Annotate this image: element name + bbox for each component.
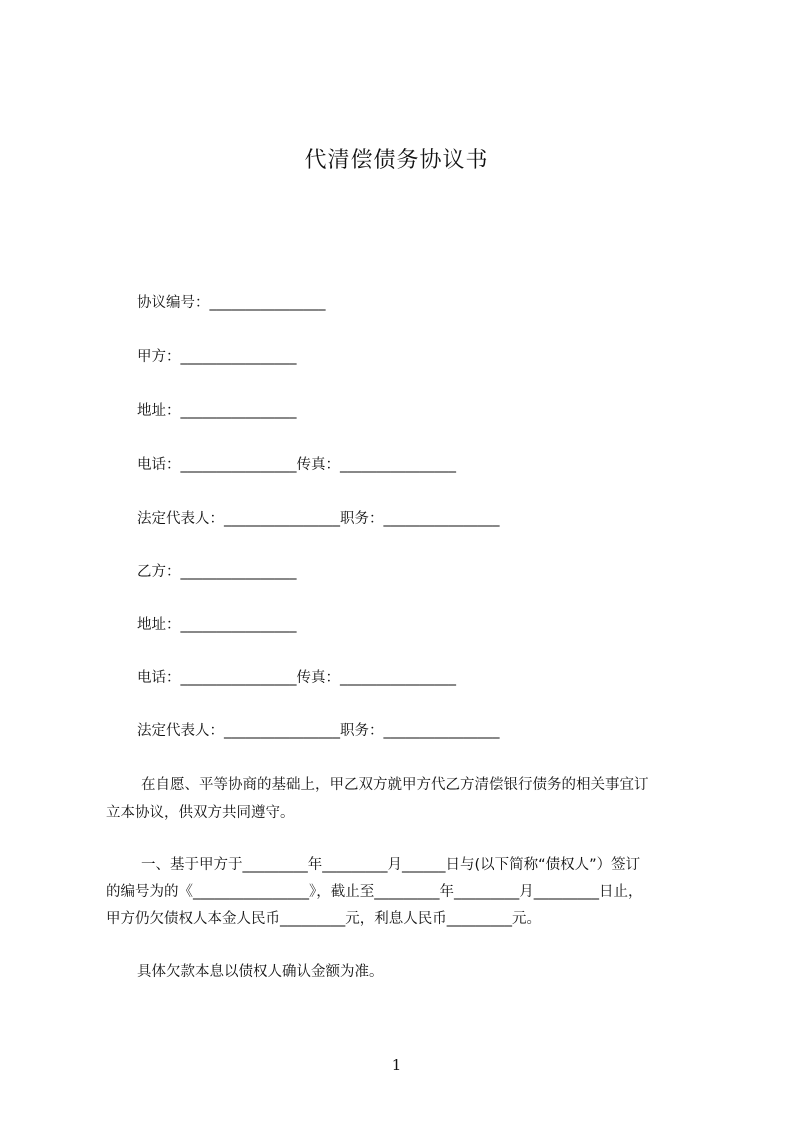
party-b-representative-field: 法定代表人：________________职务：________________ (137, 723, 500, 739)
document-title: 代清偿债务协议书 (304, 148, 489, 173)
party-a-address-field: 地址：________________ (137, 403, 297, 419)
intro-line-1: 在自愿、平等协商的基础上，甲乙双方就甲方代乙方清偿银行债务的相关事宜订 (141, 777, 649, 793)
amount-note: 具体欠款本息以债权人确认金额为准。 (137, 964, 384, 980)
party-a-representative-field: 法定代表人：________________职务：________________ (137, 511, 500, 527)
agreement-number-field: 协议编号：________________ (137, 295, 326, 311)
clause-1-line-3: 甲方仍欠债权人本金人民币_________元，利息人民币_________元。 (106, 911, 541, 927)
party-b-phone-fax-field: 电话：________________传真：________________ (137, 670, 456, 686)
party-b-address-field: 地址：________________ (137, 617, 297, 633)
clause-1-line-1: 一、基于甲方于_________年_________月______日与(以下简称“债权人”）签订 (141, 857, 641, 873)
page-number: 1 (391, 1056, 402, 1074)
intro-line-2: 立本协议，供双方共同遵守。 (106, 805, 295, 821)
party-b-field: 乙方：________________ (137, 564, 297, 580)
party-a-field: 甲方：________________ (137, 349, 297, 365)
party-a-phone-fax-field: 电话：________________传真：________________ (137, 457, 456, 473)
clause-1-line-2: 的编号为的《________________》，截止至_________年_________月_________日止， (106, 884, 643, 900)
